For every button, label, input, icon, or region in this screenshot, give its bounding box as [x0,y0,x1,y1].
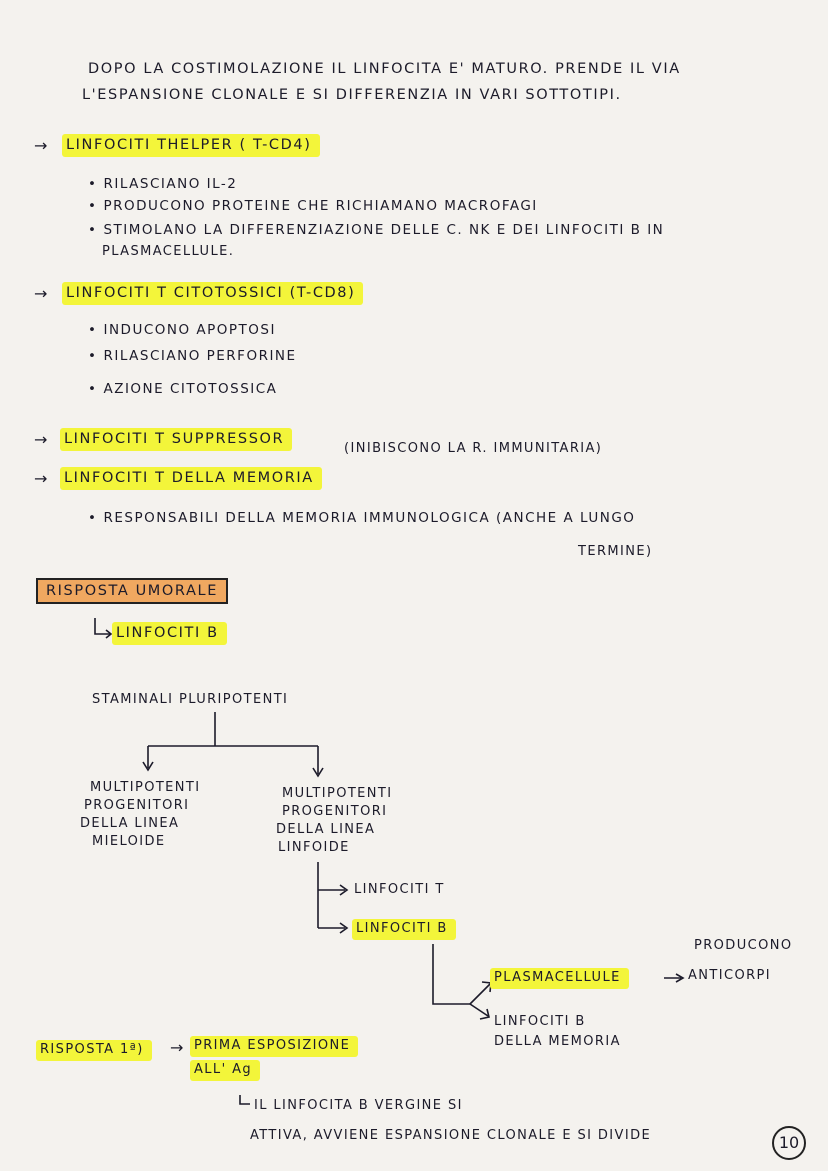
diagram-left-line: PROGENITORI [84,798,190,813]
diagram-t-cells: LINFOCITI T [354,882,445,897]
risposta-primaria-label: RISPOSTA 1ª) [36,1040,152,1061]
list-item: • PRODUCONO PROTEINE CHE RICHIAMANO MACROFAGI [88,198,538,214]
primary-note-1: IL LINFOCITA B VERGINE SI [254,1098,463,1113]
list-item: • RESPONSABILI DELLA MEMORIA IMMUNOLOGICA (ANCHE A LUNGO [88,510,635,526]
arrow-icon: → [34,430,48,449]
diagram-antibodies-2: ANTICORPI [688,968,772,983]
diagram-b-cells: LINFOCITI B [352,919,456,940]
diagram-right-line: DELLA LINEA [276,822,376,837]
arrow-icon: → [34,469,48,488]
arrow-icon: → [34,136,48,155]
t-cyto-heading: LINFOCITI T CITOTOSSICI (T-CD8) [62,282,363,305]
page-number: 10 [772,1126,806,1160]
diagram-memory-b-1: LINFOCITI B [494,1014,586,1029]
diagram-antibodies-1: PRODUCONO [694,938,793,953]
arrow-icon: → [34,284,48,303]
list-item: • AZIONE CITOTOSSICA [88,381,277,397]
list-item-continuation: TERMINE) [578,544,653,559]
list-item: • RILASCIANO PERFORINE [88,348,297,364]
primary-note-2: ATTIVA, AVVIENE ESPANSIONE CLONALE E SI DIVIDE [250,1128,652,1143]
t-memory-heading: LINFOCITI T DELLA MEMORIA [60,467,322,490]
diagram-left-line: DELLA LINEA [80,816,180,831]
t-helper-heading: LINFOCITI THELPER ( T-CD4) [62,134,320,157]
diagram-root: STAMINALI PLURIPOTENTI [92,692,289,707]
diagram-left-line: MIELOIDE [92,834,166,849]
prima-esposizione-1: PRIMA ESPOSIZIONE [190,1036,358,1057]
intro-line-2: L'ESPANSIONE CLONALE E SI DIFFERENZIA IN VARI SOTTOTIPI. [82,87,622,103]
risposta-umorale-box: RISPOSTA UMORALE [36,578,228,604]
list-item: • INDUCONO APOPTOSI [88,322,276,338]
intro-line-1: DOPO LA COSTIMOLAZIONE IL LINFOCITA E' MATURO. PRENDE IL VIA [88,61,681,77]
diagram-left-line: MULTIPOTENTI [90,780,201,795]
arrow-icon: → [170,1038,184,1057]
diagram-memory-b-2: DELLA MEMORIA [494,1034,621,1049]
diagram-right-line: LINFOIDE [278,840,350,855]
list-item-continuation: PLASMACELLULE. [102,244,235,259]
diagram-plasma-cells: PLASMACELLULE [490,968,629,989]
diagram-right-line: PROGENITORI [282,804,388,819]
list-item: • RILASCIANO IL-2 [88,176,237,192]
t-suppressor-heading: LINFOCITI T SUPPRESSOR [60,428,292,451]
prima-esposizione-2: ALL' Ag [190,1060,260,1081]
t-suppressor-note: (INIBISCONO LA R. IMMUNITARIA) [344,441,603,456]
diagram-right-line: MULTIPOTENTI [282,786,393,801]
linfociti-b-label: LINFOCITI B [112,622,227,645]
list-item: • STIMOLANO LA DIFFERENZIAZIONE DELLE C. NK E DEI LINFOCITI B IN [88,222,664,238]
